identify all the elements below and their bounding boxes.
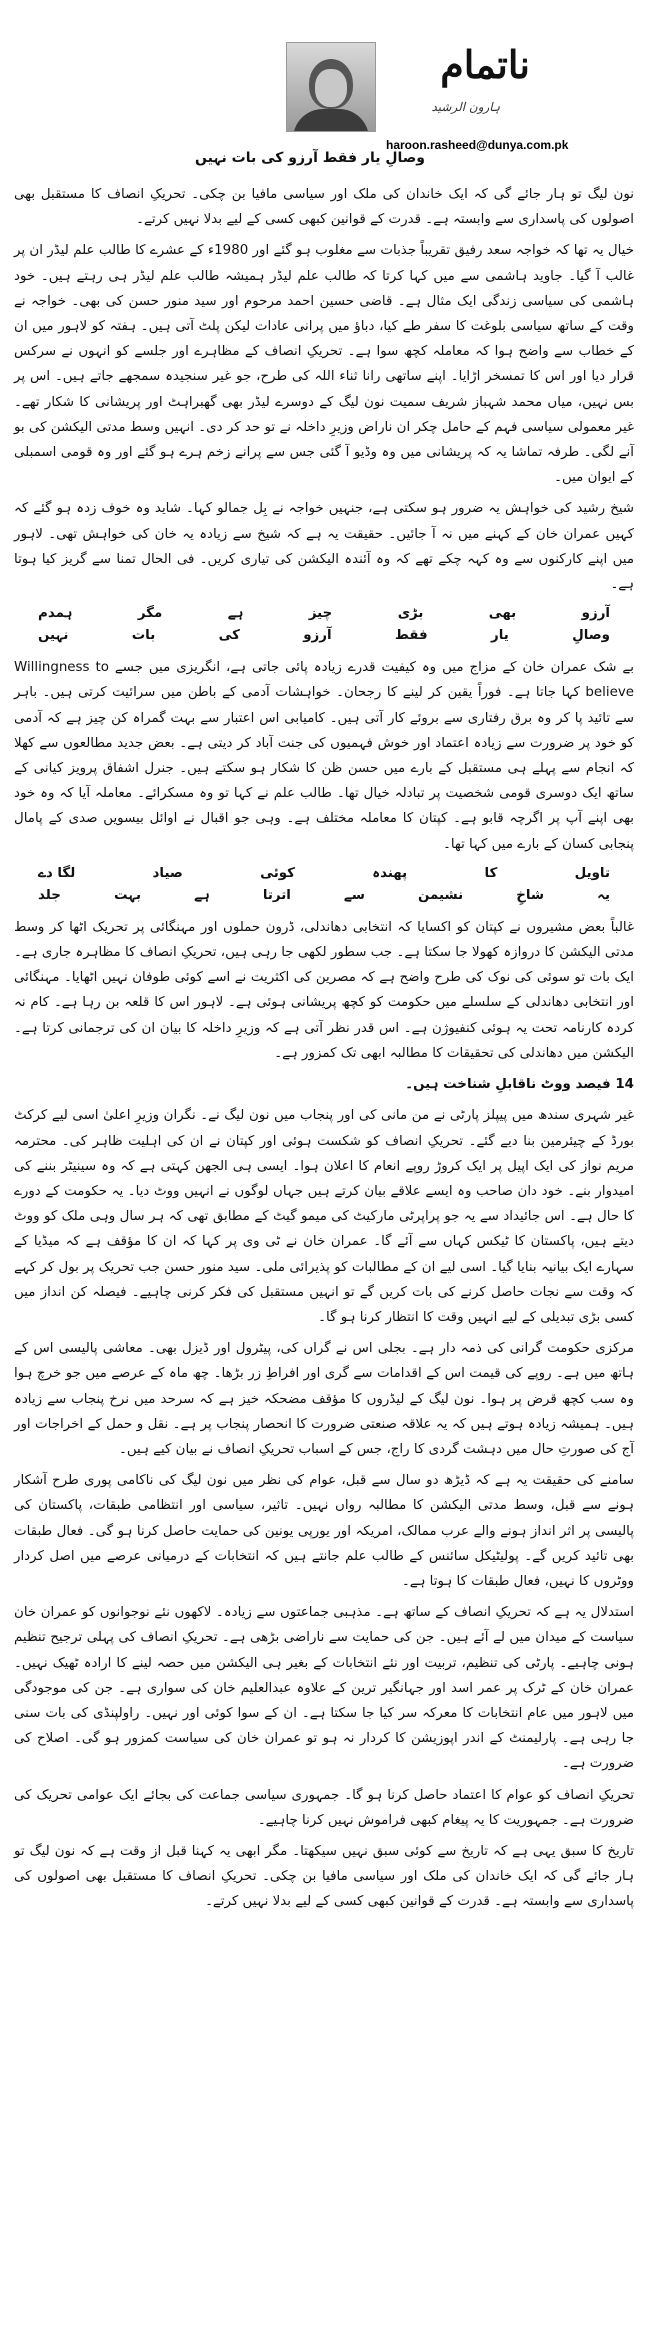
couplet-2	[14, 863, 634, 907]
couplet-word: جلد	[38, 887, 61, 903]
couplet-word: ہے	[227, 606, 244, 622]
couplet-word: بھی	[488, 606, 517, 622]
couplet-word: بات	[131, 628, 156, 644]
couplet-word: سے	[343, 887, 365, 903]
couplet-word: وصالِ	[572, 628, 610, 644]
column-header	[0, 0, 650, 166]
paragraph: غالباً بعض مشیروں نے کپتان کو اکسایا کہ انتخابی دھاندلی، ڈرون حملوں اور مہنگائی پر تحریک اٹھا کر وسط مدتی الیکشن کا دروازہ کھولا جا سکتا ہے۔ جب سطور لکھی جا رہی ہیں، تحریکِ انصاف کا مظاہرہ جاری ہے۔ ایک بات تو سوئی کی نوک کی طرح واضح ہے کہ مصرین کی اکثریت نے اسے کوئی طوفان نہیں اٹھایا۔ مہنگائی اور انتخابی دھاندلی کے سلسلے میں حکومت کو کچھ پریشانی ہوئی ہے۔ لاہور اس کا قلعہ بن رہا ہے۔ کام نہ کردہ کارنامہ تحت یہ ہوئی کنفیوژن ہے۔ اس قدر نظر آتی ہے کہ وزیرِ داخلہ کا بیان ان کی ترجمانی کرتا ہے۔ الیکشن میں دھاندلی کی تحقیقات کا مطالبہ ابھی تک کمزور ہے۔	[14, 919, 634, 1061]
couplet-word: شاخِ	[516, 887, 545, 903]
paragraph: تاریخ کا سبق یہی ہے کہ تاریخ سے کوئی سبق نہیں سیکھتا۔ مگر ابھی یہ کہنا قبل از وقت ہے کہ نون لیگ تو ہار جائے گی کہ ایک خاندان کی ملک اور سیاسی مافیا بن چکی۔ تحریکِ انصاف کا مستقبل بھی اصولوں کی پاسداری سے وابستہ ہے۔ قدرت کے قوانین کبھی کسی کے لیے بدلا نہیں کرتے۔	[14, 1843, 634, 1910]
paragraph: خیال یہ تھا کہ خواجہ سعد رفیق تقریباً جذبات سے مغلوب ہو گئے اور 1980ء کے عشرے کا طالب علم لیڈر ان پر غالب آ گیا۔ جاوید ہاشمی سے میں کہا کرتا کہ طالب علم لیڈر ہمیشہ طالب علم لیڈر ہی رہتے ہیں۔ خود ہاشمی کی سیاسی زندگی ایک مثال ہے۔ قاضی حسین احمد مرحوم اور سید منور حسن کی بھی۔ خواجہ نے وقت کے ساتھ سیاسی بلوغت کا سفر طے کیا، دباؤ میں پرانی عادات لیکن پلٹ آتی ہیں۔ ہفتہ کو لاہور میں ان کے خطاب سے واضح ہوا کہ معاملہ کچھ سوا ہے۔ تحریکِ انصاف کے مظاہرے اور جلسے کو انہوں نے سرکس قرار دیا اور اس کا تمسخر اڑایا۔ اپنے ساتھی رانا ثناء اللہ کی طرح، جو غیر سنجیدہ سمجھے جاتے ہیں۔ اس پر بس نہیں، میاں محمد شہباز شریف سمیت نون لیگ کے دوسرے لیڈر بھی گھبراہٹ اور پریشانی کا شکار تھے۔ غیر معمولی سیاسی فہم کے حامل چکر ان ناراض وزیرِ داخلہ نے تو حد کر دی۔ انہیں وسط مدتی الیکشن کی بو آنے لگی۔ طرفہ تماشا یہ کہ پریشانی میں وہ وڈیو آ گئی جس سے پرانے زخم ہرے ہو گئے اور وہ قومی اسمبلی کے ایوان میں۔	[14, 243, 634, 486]
article-headline: وصالِ یار فقط آرزو کی بات نہیں	[195, 150, 425, 166]
couplet-word: یار	[490, 628, 509, 644]
paragraph: سامنے کی حقیقت یہ ہے کہ ڈیڑھ دو سال سے قبل، عوام کی نظر میں نون لیگ کی ناکامی پوری طرح آشکار ہونے سے قبل، وسط مدتی الیکشن کا مطالبہ رواں نہیں۔ تاثیر، سیاسی اور انتظامی طبقات، پاکستان کی پالیسی پر اثر انداز ہونے والے عرب ممالک، امریکہ اور یورپی یونین کی حمایت حاصل کرنا ہو گی۔ فعال طبقات بھی تائید کریں گے۔ پولیٹیکل سائنس کے طالب علم جانتے ہیں کہ انتخابات کے درمیانی عرصے میں اصل کردار ووٹروں کا نہیں، فعال طبقات کا ہوتا ہے۔	[14, 1473, 634, 1589]
author-photo-shoulders	[293, 109, 369, 132]
couplet-1-line-2	[14, 625, 634, 647]
column-name: ناتمام	[440, 42, 530, 87]
couplet-word: ہے	[194, 887, 210, 903]
couplet-word: نشیمن	[417, 887, 464, 903]
couplet-2-line-2	[14, 885, 634, 907]
column-logo	[378, 42, 550, 130]
author-photo	[286, 42, 376, 132]
paragraph: استدلال یہ ہے کہ تحریکِ انصاف کے ساتھ ہے۔ مذہبی جماعتوں سے زیادہ۔ لاکھوں نئے نوجوانوں کو عمران خان سیاست کے میدان میں لے آئے ہیں۔ جن کی حمایت سے ناراضی بڑھی ہے۔ تحریکِ انصاف کی پہلی ترجیح تنظیم ہونی چاہیے۔ پارٹی کی تنظیم، تربیت اور نئے انتخابات کے بغیر ہی الیکشن میں حصہ لینے کا ارادہ ٹھیک نہیں۔ عمران خان کے ٹرک پر عمر اسد اور جہانگیر ترین کے علاوہ عبدالعلیم خان کی سواری ہے۔ جن کی موجودگی میں لاہور میں عام انتخابات کا معرکہ سر کیا جا سکتا ہے۔ ان کے سوا کوئی اور نہیں۔ راولپنڈی کی بات سنی جا رہی ہے۔ پارلیمنٹ کے اندر اپوزیشن کا کردار نہ ہو تو عمران خان کی سیاست کمزور ہو گی۔ اصلاح کی ضرورت ہے۔	[14, 1605, 634, 1772]
author-name: ہارون الرشید	[431, 100, 500, 114]
couplet-word: آرزو	[303, 628, 332, 644]
couplet-word: فقط	[394, 628, 428, 644]
couplet-1-line-1	[14, 603, 634, 625]
couplet-word: چیز	[308, 606, 333, 622]
couplet-word: بہت	[113, 887, 141, 903]
couplet-word: کی	[218, 628, 240, 644]
paragraph: غیر شہری سندھ میں پیپلز پارٹی نے من مانی کی اور پنجاب میں نون لیگ نے۔ نگران وزیرِ اعلیٰ اسی لیے کرکٹ بورڈ کے چیئرمین بنا دیے گئے۔ تحریکِ انصاف کو شکست ہوئی اور کپتان نے ان کی اہلیت ظاہر کی۔ محترمہ مریم نواز کی ایک اپیل پر ایک کروڑ روپے انعام کا اعلان ہوا۔ ایسی ہی الجھن کہتی ہے کہ وہ سینیٹر بننے کی امیدوار بنے۔ خود دان صاحب وہ ایسے علاقے بیان کرتے ہیں جہاں لوگوں نے انہیں ووٹ دیا۔ یہ حکومت کے دورے کا حال ہے۔ اس جائیداد سے یہ جو پراپرٹی مارکیٹ کی میمو گیٹ کے مطابق تھی کہ ہر سال وہی ملک کو ووٹ دیتے ہیں، پاکستان کا ٹیکس کہاں سے آئے گا۔ عمران خان نے ٹی وی پر کہا کہ ان کا مؤقف ہے کہ میڈیا کے سہارے ایک بیانیہ بنایا گیا۔ اسی لیے ان کے مطالبات کو پذیرائی ملی۔ سید منور حسن جب تحریک پر بول کر کہے کہ وقت سے نجات حاصل کرنے کی بات کریں گے تو انہیں مستقبل کی فکر کرنی چاہیے۔ فیصلہ کن انداز میں کسی بڑی تبدیلی کے لیے انہیں وقت کا انتظار کرنا ہو گا۔	[14, 1108, 634, 1325]
paragraph: 14 فیصد ووٹ ناقابلِ شناخت ہیں۔	[405, 1077, 634, 1093]
couplet-word: نہیں	[38, 628, 69, 644]
paragraph: مرکزی حکومت گرانی کی ذمہ دار ہے۔ بجلی اس نے گراں کی، پیٹرول اور ڈیزل بھی۔ معاشی پالیسی اس کے ہاتھ میں ہے۔ روپے کی قیمت اس کے اقدامات سے گری اور افراطِ زر بڑھا۔ چھ ماہ کے عرصے میں جو خرچ ہوا وہ سب کچھ قرض پر ہوا۔ نون لیگ کے لیڈروں کا مؤقف مضحکہ خیز ہے کہ سرحد میں نرخ پنجاب سے زیادہ ہیں۔ ہمیشہ زیادہ ہوتے ہیں کہ یہ علاقہ صنعتی ضرورت کا انحصار پنجاب پر ہے۔ نقل و حمل کے اخراجات اور آج کی صورتِ حال میں دہشت گردی کا راج، جس کے اسباب تحریکِ انصاف نے بیان کیے ہیں۔	[14, 1341, 634, 1457]
couplet-word: کوئی	[260, 865, 295, 881]
author-email[interactable]: haroon.rasheed@dunya.com.pk	[386, 138, 569, 152]
couplet-word: یہ	[597, 887, 610, 903]
paragraph: بے شک عمران خان کے مزاج میں وہ کیفیت قدرے زیادہ پائی جاتی ہے، انگریزی میں جسے Willingness to believe کہا جاتا ہے۔ فوراً یقین کر لینے کا رجحان۔ خواہشات آدمی کے باطن میں سرائیت کرتی ہیں۔ باہر سے تائید پا کر وہ برق رفتاری سے بروئے کار آتی ہیں۔ کامیابی اس اعتبار سے بہت گمراہ کن چیز ہے کہ آدمی کو خود پر ضرورت سے زیادہ اعتماد اور خوش فہمیوں کی جنت آباد کر دیتی ہے۔ بعض جدید مطالعوں سے کھلا کہ انجام سے پہلے ہی مستقبل کے بارے میں حسن ظن کا شکار ہو سکتے ہیں۔ جنرل اشفاق پرویز کیانی کے ساتھ ایک دوسری قومی شخصیت پر تبادلہ خیال تھا۔ طالب علم نے کہا تو وہ مسکرائے۔ معاملہ آیا کہ وہ خود بھی اپنے آپ پر اگرچہ قابو ہے۔ کپتان کا معاملہ مختلف ہے۔ وہی جو اقبال نے اوائل بیسویں صدی کے پامال پنجابی کسان کے بارے میں کہا تھا۔	[14, 660, 634, 852]
paragraph: شیخ رشید کی خواہش یہ ضرور ہو سکتی ہے، جنہیں خواجہ نے بِل جمالو کہا۔ شاید وہ خوف زدہ ہو گئے کہ کہیں عمران خان کے کہنے میں نہ آ جائیں۔ حقیقت یہ ہے کہ شیخ سے زیادہ یہ خان کی خواہش تھی۔ لاہور میں اپنے کارکنوں سے وہ کہہ چکے تھے کہ وہ آئندہ الیکشن کی تیاری کریں۔ فی الحال تمنا سے گریز کیا ہوتا ہے۔	[14, 501, 634, 593]
couplet-word: آرزو	[581, 606, 610, 622]
paragraph: نون لیگ تو ہار جائے گی کہ ایک خاندان کی ملک اور سیاسی مافیا بن چکی۔ تحریکِ انصاف کا مستقبل بھی اصولوں کی پاسداری سے وابستہ ہے۔ قدرت کے قوانین کبھی کسی کے لیے بدلا نہیں کرتے۔	[14, 187, 634, 228]
couplet-word: بڑی	[397, 606, 424, 622]
couplet-word: اترتا	[262, 887, 291, 903]
couplet-word: کا	[484, 865, 498, 881]
couplet-word: پھندہ	[372, 865, 408, 881]
couplet-word: صیاد	[152, 865, 183, 881]
paragraph: تحریکِ انصاف کو عوام کا اعتماد حاصل کرنا ہو گا۔ جمہوری سیاسی جماعت کی بجائے ایک عوامی تحریک کی ضرورت ہے۔ جمہوریت کا یہ پیغام کبھی فراموش نہیں کرنا چاہیے۔	[14, 1787, 634, 1828]
couplet-word: مگر	[137, 606, 163, 622]
article-body	[14, 182, 634, 1921]
couplet-1	[14, 603, 634, 647]
author-photo-face	[315, 69, 347, 107]
couplet-2-line-1	[14, 863, 634, 885]
couplet-word: ہمدم	[38, 606, 73, 622]
couplet-word: لگا دے	[38, 865, 76, 881]
couplet-word: تاویل	[574, 865, 610, 881]
